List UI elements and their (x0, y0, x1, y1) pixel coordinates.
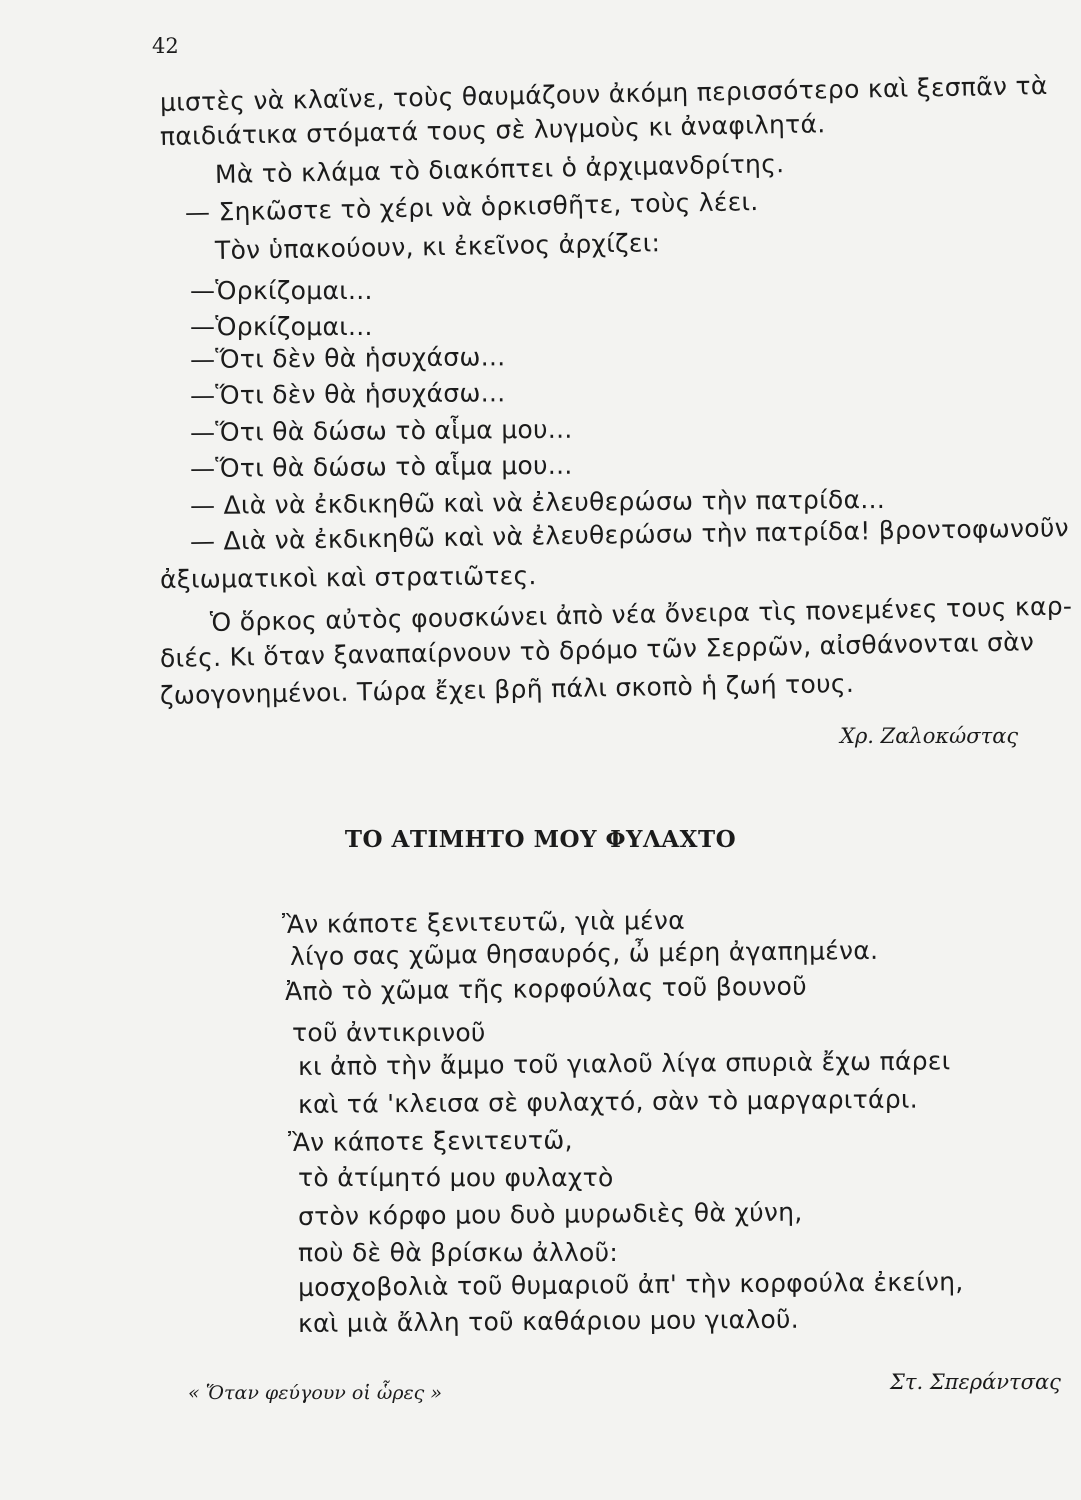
poem-line: ποὺ δὲ θὰ βρίσκω ἀλλοῦ: (298, 1238, 619, 1267)
prose-line: — Διὰ νὰ ἐκδικηθῶ καὶ νὰ ἐλευθερώσω τὴν πατρίδα... (189, 484, 886, 520)
prose-line: — Σηκῶστε τὸ χέρι νὰ ὁρκισθῆτε, τοὺς λέει. (184, 186, 759, 227)
poem-line: τὸ ἀτίμητό μου φυλαχτὸ (298, 1163, 614, 1192)
prose-line: ζωογονημένοι. Τώρα ἔχει βρῆ πάλι σκοπὸ ἡ ζωή τους. (159, 668, 855, 710)
prose-line: Τὸν ὑπακούουν, κι ἐκεῖνος ἀρχίζει: (214, 228, 661, 265)
prose-line: μιστὲς νὰ κλαῖνε, τοὺς θαυμάζουν ἀκόμη περισσότερο καὶ ξεσπᾶν τὰ (159, 70, 1048, 117)
prose-line: —Ὅτι δὲν θὰ ἡσυχάσω... (189, 342, 506, 374)
poem-title: ΤΟ ΑΤΙΜΗΤΟ ΜΟΥ ΦΥΛΑΧΤΟ (344, 826, 737, 853)
prose-line: Μὰ τὸ κλάμα τὸ διακόπτει ὁ ἀρχιμανδρίτης. (214, 149, 785, 189)
poem-line: Ἂν κάποτε ξενιτευτῶ, (287, 1125, 573, 1157)
poem-line: Ἀπὸ τὸ χῶμα τῆς κορφούλας τοῦ βουνοῦ (284, 971, 808, 1006)
poem-line: κι ἀπὸ τὴν ἄμμο τοῦ γιαλοῦ λίγα σπυριὰ ἔχω πάρει (297, 1046, 951, 1081)
prose-line: —Ὅτι θὰ δώσω τὸ αἷμα μου... (189, 414, 573, 447)
poem-line: καὶ τά 'κλεισα σὲ φυλαχτό, σὰν τὸ μαργαριτάρι. (297, 1084, 919, 1119)
poem-line: λίγο σας χῶμα θησαυρός, ὦ μέρη ἀγαπημένα. (289, 935, 879, 971)
poem-source-caption: « Ὅταν φεύγουν οἱ ὧρες » (188, 1382, 442, 1404)
prose-line: Ὁ ὅρκος αὐτὸς φουσκώνει ἀπὸ νέα ὄνειρα τὶς πονεμένες τους καρ- (209, 591, 1073, 637)
prose-line: —Ὁρκίζομαι... (190, 276, 373, 305)
prose-line: — Διὰ νὰ ἐκδικηθῶ καὶ νὰ ἐλευθερώσω τὴν πατρίδα! βροντοφωνοῦν (189, 513, 1070, 556)
prose-line: διές. Κι ὅταν ξαναπαίρνουν τὸ δρόμο τῶν Σερρῶν, αἰσθάνονται σὰν (159, 627, 1035, 673)
prose-line: —Ὅτι θὰ δώσω τὸ αἷμα μου... (189, 450, 573, 483)
poem-line: καὶ μιὰ ἄλλη τοῦ καθάριου μου γιαλοῦ. (297, 1304, 800, 1338)
poem-line: Ἂν κάποτε ξενιτευτῶ, γιὰ μένα (281, 905, 686, 939)
prose-line: —Ὁρκίζομαι... (190, 312, 373, 341)
prose-line: —Ὅτι δὲν θὰ ἡσυχάσω... (189, 378, 506, 410)
poem-line: στὸν κόρφο μου δυὸ μυρωδιὲς θὰ χύνη, (297, 1197, 803, 1231)
poem-line: μοσχοβολιὰ τοῦ θυμαριοῦ ἀπ' τὴν κορφούλα ἐκείνη, (297, 1267, 964, 1302)
poem-signature: Στ. Σπεράντσας (890, 1370, 1061, 1394)
prose-line: ἀξιωματικοὶ καὶ στρατιῶτες. (159, 561, 537, 594)
page-number: 42 (152, 34, 179, 58)
prose-signature: Χρ. Ζαλοκώστας (840, 724, 1019, 748)
poem-line: τοῦ ἀντικρινοῦ (292, 1018, 486, 1047)
prose-line: παιδιάτικα στόματά τους σὲ λυγμοὺς κι ἀναφιλητά. (159, 109, 826, 151)
